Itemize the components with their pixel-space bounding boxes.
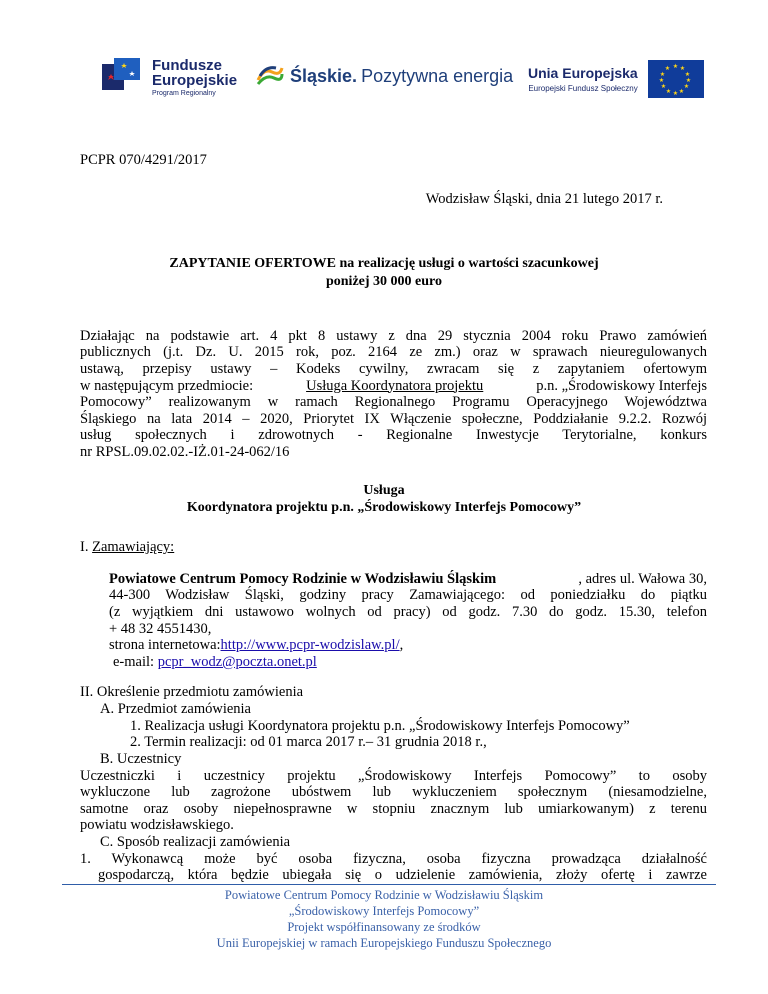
- section-2b-label: B. Uczestnicy: [100, 750, 182, 767]
- slaskie-bold: Śląskie.: [290, 65, 358, 86]
- footer-line4: Unii Europejskiej w ramach Europejskiego Funduszu Społecznego: [216, 936, 552, 950]
- intro-line: [80, 344, 707, 361]
- phone-number: + 48 32 4551430,: [109, 620, 212, 637]
- section-2c-label: C. Sposób realizacji zamówienia: [100, 834, 291, 851]
- section-1-title: Zamawiający:: [92, 539, 175, 556]
- fe-line1: Fundusze: [152, 56, 222, 74]
- intro-text: w następującym przedmiocie:: [80, 377, 254, 394]
- section-2b-line: [80, 801, 707, 818]
- section-1-line: [109, 571, 707, 588]
- website-comma: ,: [399, 637, 404, 654]
- website-link[interactable]: http://www.pcpr-wodzislaw.pl/: [220, 637, 400, 654]
- intro-line: [80, 328, 707, 345]
- slaskie-wave-icon: [256, 64, 284, 88]
- website-label: strona internetowa:: [109, 637, 221, 654]
- section-2-heading: II. Określenie przedmiotu zamówienia: [80, 684, 304, 701]
- email-label: e-mail:: [113, 653, 155, 670]
- intro-line: [80, 411, 707, 428]
- slaskie-logo: [256, 64, 513, 88]
- reference-number: PCPR 070/4291/2017: [80, 152, 207, 168]
- intro-line: [80, 394, 707, 411]
- section-1-text: (z wyjątkiem dni ustawowo wolnych od pracy) od godz. 7.30 do godz. 15.30, telefon: [109, 603, 707, 620]
- eu-flag-icon: ★ ★ ★ ★ ★ ★ ★ ★ ★ ★ ★ ★: [648, 60, 704, 98]
- intro-line: [80, 361, 707, 378]
- section-1-line: [109, 604, 707, 621]
- fundusze-europejskie-logo: [100, 54, 237, 100]
- document-title-line2: poniżej 30 000 euro: [325, 274, 442, 289]
- intro-text: p.n. „Środowiskowy Interfejs: [536, 377, 707, 394]
- section-1-text: 44-300 Wodzisław Śląski, godziny pracy Zamawiającego: od poniedziałku do piątku: [109, 587, 707, 604]
- subject-line1: Usługa: [363, 482, 405, 498]
- intro-text: nr RPSL.09.02.02.-IŻ.01-24-062/16: [80, 444, 290, 461]
- footer-divider: [62, 884, 716, 885]
- section-2b-text: samotne oraz osoby niepełnosprawne w stopniu znacznym lub umiarkowanym) z terenu: [80, 800, 707, 817]
- ue-line2: Europejski Fundusz Społeczny: [528, 84, 638, 93]
- section-1-line: [109, 587, 707, 604]
- service-name-underlined: Usługa Koordynatora projektu: [306, 377, 484, 394]
- section-2c-text: gospodarczą, która będzie ubiegała się o udzielenie zamówienia, złoży ofertę i zawrze: [98, 867, 707, 884]
- ue-line1: Unia Europejska: [528, 65, 638, 81]
- section-2a-label: A. Przedmiot zamówienia: [100, 701, 251, 717]
- section-1-heading: [80, 539, 174, 556]
- subject-line2: Koordynatora projektu p.n. „Środowiskowy Interfejs Pomocowy”: [186, 499, 582, 515]
- intro-text: publicznych (j.t. Dz. U. 2015 rok, poz. 2164 ze zm.) oraz w sprawach nieuregulowanych: [80, 344, 707, 361]
- slaskie-rest: Pozytywna energia: [361, 65, 514, 86]
- section-2c-line: [80, 851, 707, 868]
- section-2a-item2: 2. Termin realizacji: od 01 marca 2017 r.– 31 grudnia 2018 r.,: [130, 734, 487, 751]
- place-date: Wodzisław Śląski, dnia 21 lutego 2017 r.: [425, 190, 663, 207]
- footer-line1: Powiatowe Centrum Pomocy Rodzinie w Wodzisławiu Śląskim: [224, 888, 544, 902]
- section-2b-text: wykluczone lub zagrożone ubóstwem lub wykluczeniem społecznym (niesamodzielne,: [80, 784, 707, 801]
- fe-line3: Program Regionalny: [152, 89, 216, 97]
- organization-address: , adres ul. Wałowa 30,: [578, 570, 707, 587]
- email-link[interactable]: pcpr_wodz@poczta.onet.pl: [157, 653, 317, 670]
- intro-line: [80, 378, 707, 395]
- organization-name: Powiatowe Centrum Pomocy Rodzinie w Wodzisławiu Śląskim: [109, 570, 497, 587]
- section-1-number: I.: [80, 539, 89, 556]
- intro-text: Działając na podstawie art. 4 pkt 8 ustawy z dna 29 stycznia 2004 roku Prawo zamówień: [80, 327, 707, 344]
- section-2b-line: [80, 768, 707, 785]
- section-2b-line: [80, 784, 707, 801]
- website-line: [109, 637, 403, 654]
- fe-stars-icon: [100, 54, 146, 100]
- intro-text: Śląskiego na lata 2014 – 2020, Priorytet IX Włączenie społeczne, Poddziałanie 9.2.2. Rozwój: [80, 410, 707, 427]
- intro-line: [80, 427, 707, 444]
- document-title-line1: ZAPYTANIE OFERTOWE na realizację usługi o wartości szacunkowej: [169, 256, 599, 272]
- unia-europejska-logo: [528, 60, 704, 98]
- section-2c-text: 1. Wykonawcą może być osoba fizyczna, osoba fizyczna prowadząca działalność: [80, 850, 707, 867]
- footer-line2: „Środowiskowy Interfejs Pomocowy”: [288, 904, 480, 918]
- section-2b-text: Uczestniczki i uczestnicy projektu „Środowiskowy Interfejs Pomocowy” to osoby: [80, 767, 707, 784]
- intro-text: Pomocowy” realizowanym w ramach Regionalnego Programu Operacyjnego Województwa: [80, 394, 707, 411]
- section-2b-text: powiatu wodzisławskiego.: [80, 817, 234, 834]
- intro-text: usług społecznych i zdrowotnych - Regionalne Inwestycje Terytorialne, konkurs: [80, 427, 707, 444]
- footer-line3: Projekt współfinansowany ze środków: [287, 920, 481, 934]
- intro-text: ustawą, przepisy ustawy – Kodeks cywilny, zwracam się z zapytaniem ofertowym: [80, 360, 707, 377]
- logo-bar: [0, 52, 768, 112]
- section-2a-item1: 1. Realizacja usługi Koordynatora projektu p.n. „Środowiskowy Interfejs Pomocowy”: [130, 717, 630, 734]
- section-2c-line: [98, 867, 707, 884]
- fe-line2: Europejskie: [152, 71, 238, 89]
- email-line: [113, 654, 317, 671]
